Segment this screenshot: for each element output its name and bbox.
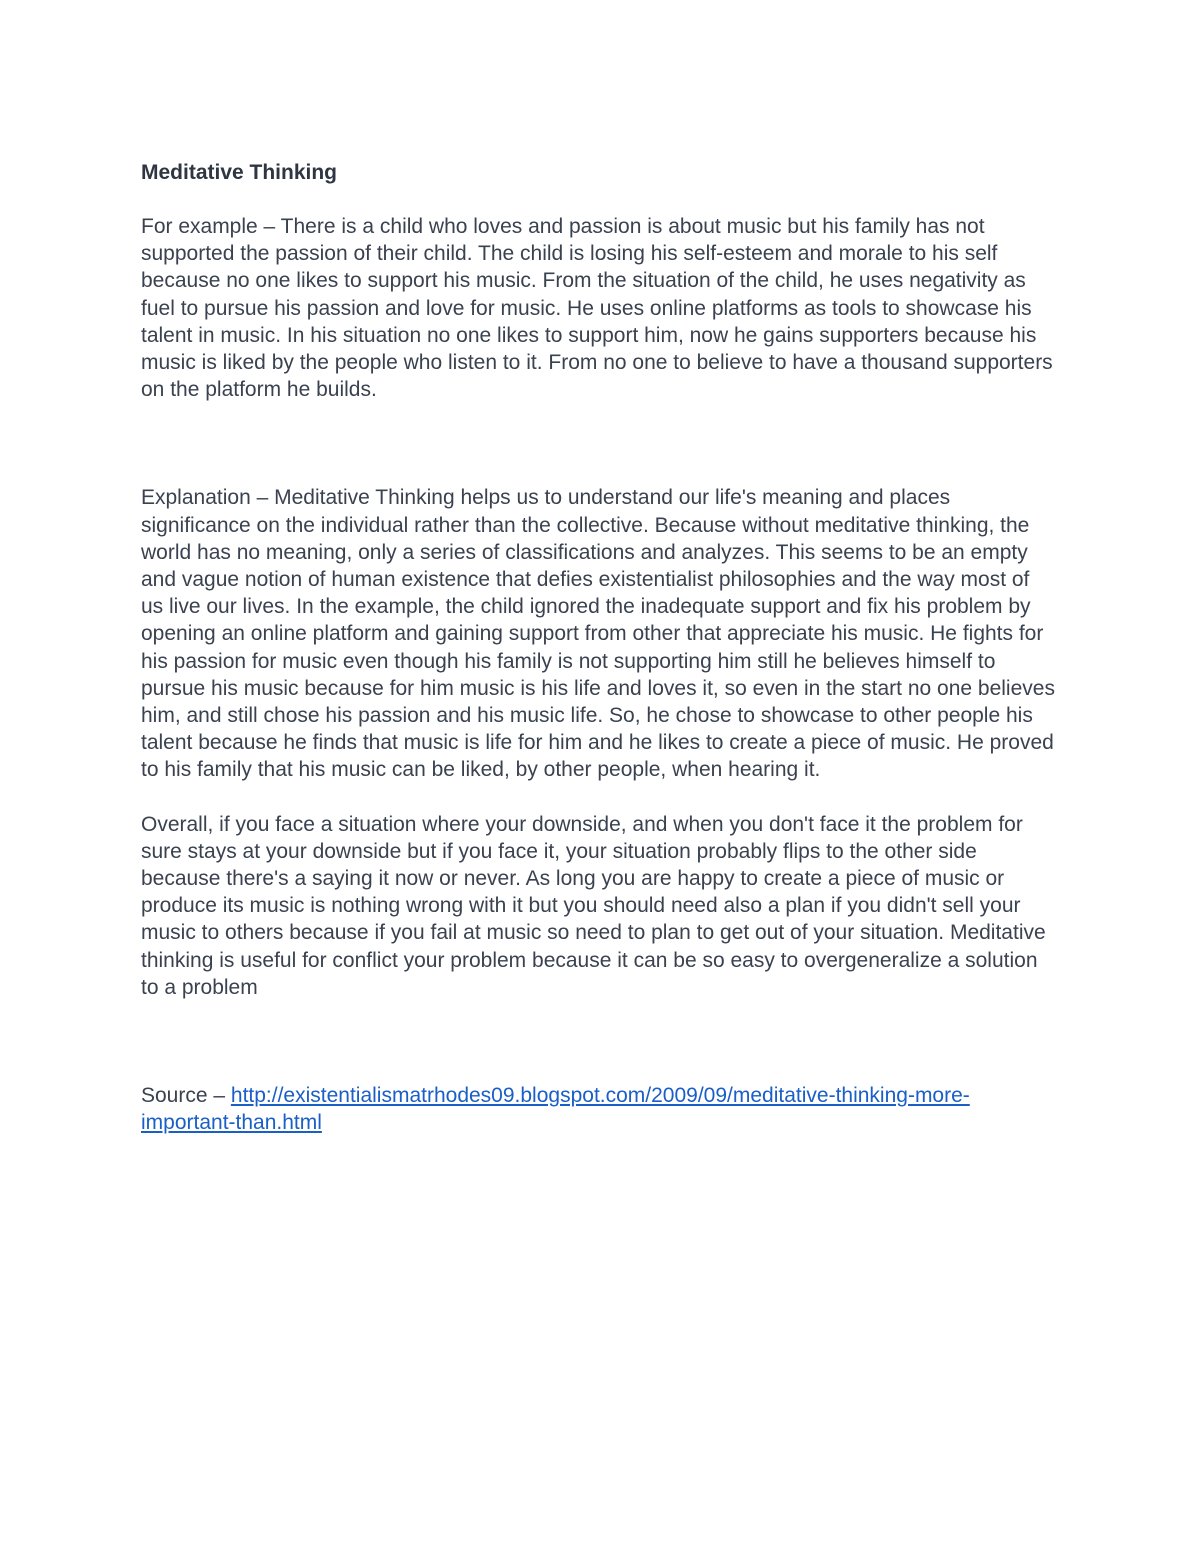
source-label: Source – (141, 1084, 231, 1108)
source-link[interactable]: http://existentialismatrhodes09.blogspot.com/2009/09/meditative-thinking-more-important-than.html (141, 1084, 970, 1135)
example-paragraph: For example – There is a child who loves and passion is about music but his family has not supported the passion of their child. The child is losing his self-esteem and morale to his self because no one likes to support his music. From the situation of the child, he uses negativity as fuel to pursue his passion and love for music. He uses online platforms as tools to showcase his talent in music. In his situation no one likes to support him, now he gains supporters because his music is liked by the people who listen to it. From no one to believe to have a thousand supporters on the platform he builds. (141, 215, 1053, 402)
explanation-paragraph: Explanation – Meditative Thinking helps us to understand our life's meaning and places significance on the individual rather than the collective. Because without meditative thinking, the world has no meaning, only a series of classifications and analyzes. This seems to be an empty and vague notion of human existence that defies existentialist philosophies and the way most of us live our lives. In the example, the child ignored the inadequate support and fix his problem by opening an online platform and gaining support from other that appreciate his music. He fights for his passion for music even though his family is not supporting him still he believes himself to pursue his music because for him music is his life and loves it, so even in the start no one believes him, and still chose his passion and his music life. So, he chose to showcase to other people his talent because he finds that music is life for him and he likes to create a piece of music. He proved to his family that his music can be liked, by other people, when hearing it. (141, 486, 1055, 782)
spacer (141, 403, 1056, 484)
document-body (141, 158, 1056, 1136)
spacer (141, 784, 1056, 811)
spacer (141, 1001, 1056, 1082)
document-title: Meditative Thinking (141, 161, 338, 184)
overall-paragraph: Overall, if you face a situation where your downside, and when you don't face it the problem for sure stays at your downside but if you face it, your situation probably flips to the other side because there's a saying it now or never. As long you are happy to create a piece of music or produce its music is nothing wrong with it but you should need also a plan if you didn't sell your music to others because if you fail at music so need to plan to get out of your situation. Meditative thinking is useful for conflict your problem because it can be so easy to overgeneralize a solution to a problem (141, 812, 1046, 999)
source-line (141, 1082, 1056, 1136)
